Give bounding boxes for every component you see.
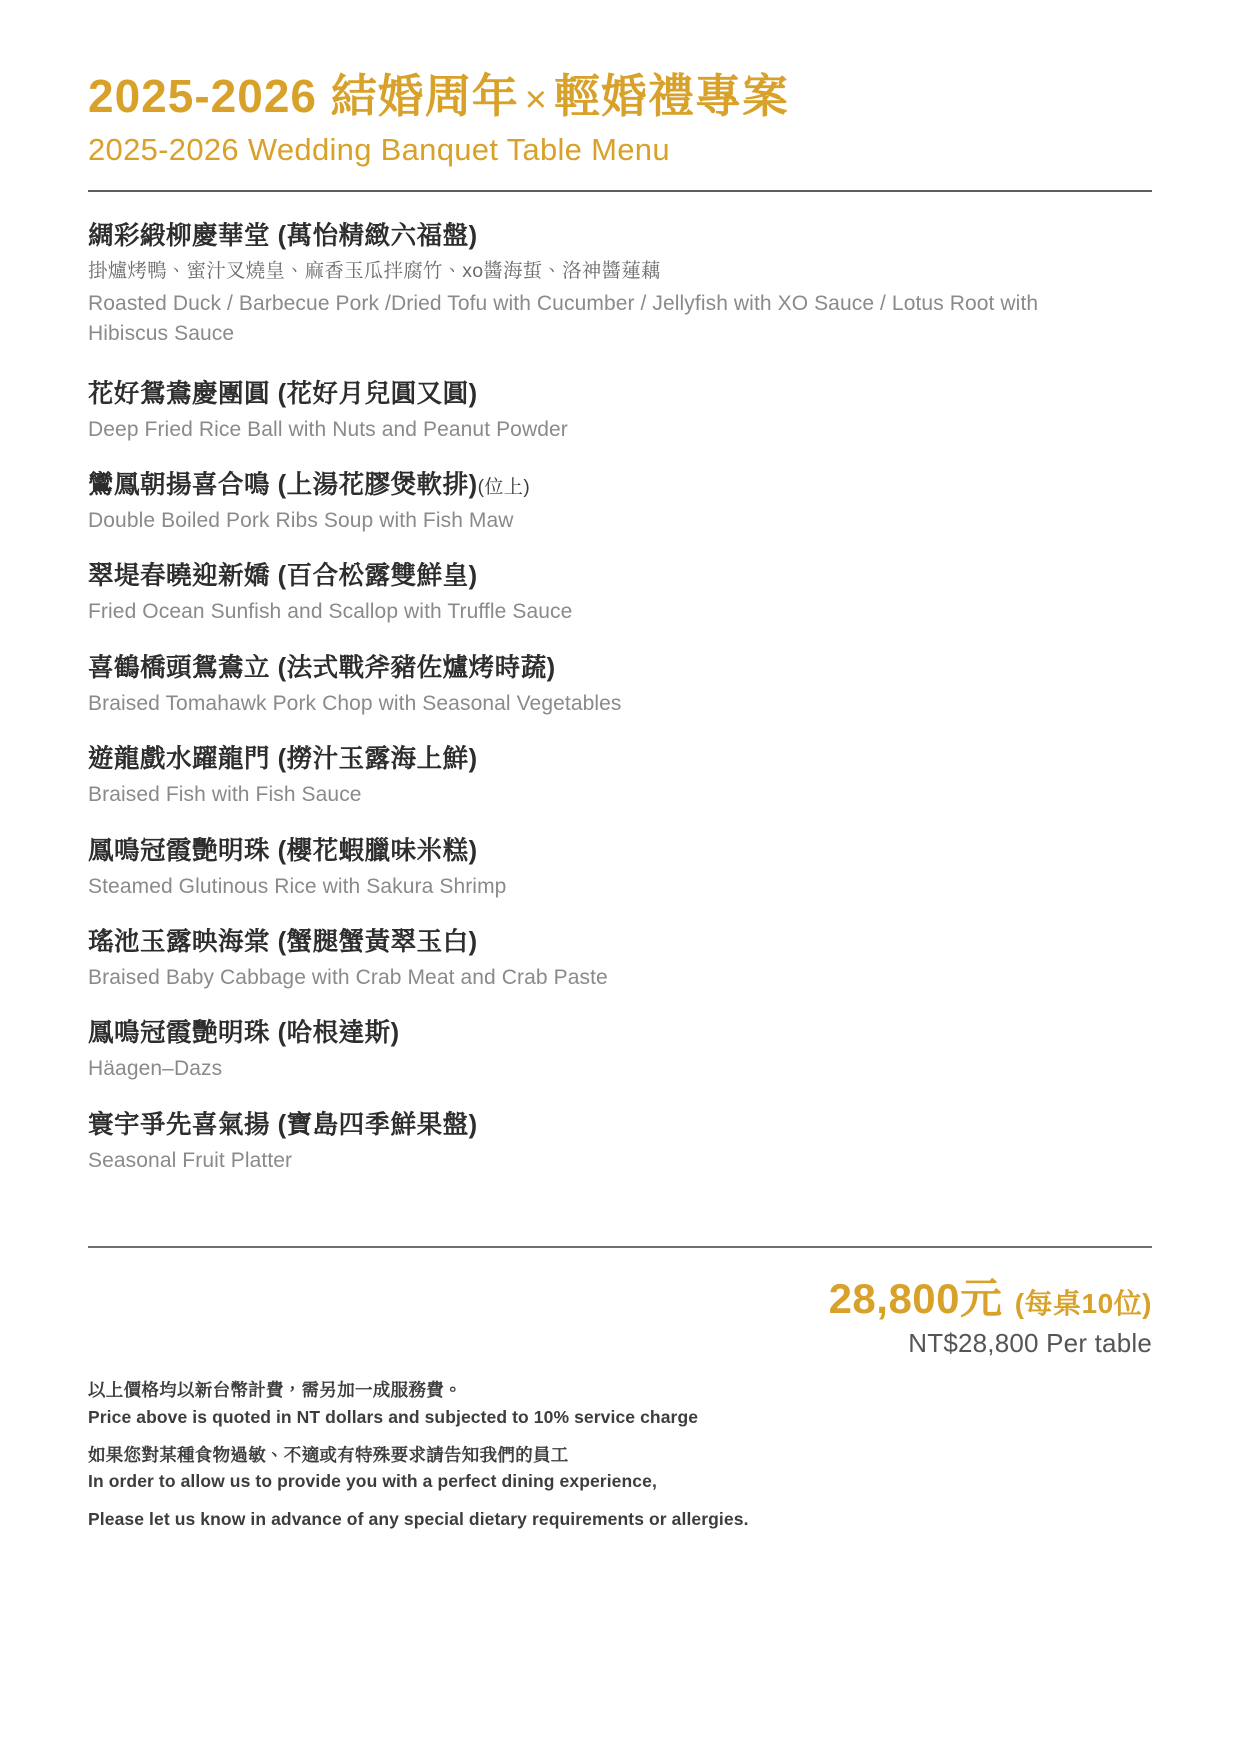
menu-item-name-zh: 鳳鳴冠霞艷明珠 (櫻花蝦臘味米糕) — [88, 836, 478, 865]
menu-item — [88, 376, 1152, 445]
menu-item-name-zh: 瑤池玉露映海棠 (蟹腿蟹黃翠玉白) — [88, 928, 478, 957]
menu-item-serving-note: (位上) — [477, 477, 531, 498]
menu-item-name-zh: 翠堤春曉迎新嬌 (百合松露雙鮮皇) — [88, 562, 478, 591]
price-value: 28,800元 — [828, 1275, 1003, 1323]
title-part1: 結婚周年 — [330, 70, 519, 122]
title-year: 2025-2026 — [88, 70, 317, 122]
menu-item-name-en: Braised Baby Cabbage with Crab Meat and Crab Paste — [88, 966, 608, 989]
menu-item-name-en: Braised Fish with Fish Sauce — [88, 783, 362, 807]
menu-item — [88, 741, 1152, 810]
page-header — [88, 68, 1152, 168]
menu-item-name-zh: 鳳鳴冠霞艷明珠 (哈根達斯) — [88, 1019, 400, 1048]
menu-item-name-zh-main: 鸞鳳朝揚喜合鳴 (上湯花膠煲軟排) — [88, 471, 478, 499]
menu-item-name-zh: 喜鶴橋頭鴛鴦立 (法式戰斧豬佐爐烤時蔬) — [88, 653, 556, 682]
page-title-zh — [88, 68, 1152, 126]
note-allergy-en-2: Please let us know in advance of any special dietary requirements or allergies. — [88, 1509, 749, 1530]
price-amount-en: NT$28,800 Per table — [908, 1328, 1152, 1359]
menu-item-name-zh: 綢彩緞柳慶華堂 (萬怡精緻六福盤) — [88, 221, 478, 250]
menu-item-name-en: Häagen–Dazs — [88, 1057, 223, 1081]
menu-item — [88, 558, 1152, 627]
note-spacer — [88, 1430, 1152, 1442]
note-allergy-zh: 如果您對某種食物過敏、不適或有特殊要求請告知我們的員工 — [88, 1444, 569, 1465]
price-amount — [88, 1276, 1152, 1322]
menu-item — [88, 218, 1152, 350]
menu-item — [88, 1107, 1152, 1176]
menu-item — [88, 650, 1152, 719]
note-spacer — [88, 1494, 1152, 1506]
menu-item — [88, 833, 1152, 902]
price-block — [88, 1276, 1152, 1359]
menu-item-detail-zh: 掛爐烤鴨、蜜汁叉燒皇、麻香玉瓜拌腐竹、xo醬海蜇、洛神醬蓮藕 — [88, 260, 661, 283]
note-allergy-en-1: In order to allow us to provide you with a perfect dining experience, — [88, 1471, 657, 1492]
menu-item-name-zh: 花好鴛鴦慶團圓 (花好月兒圓又圓) — [88, 379, 478, 408]
menu-item — [88, 1015, 1152, 1084]
note-price-en: Price above is quoted in NT dollars and subjected to 10% service charge — [88, 1406, 699, 1427]
menu-item-name-en: Steamed Glutinous Rice with Sakura Shrimp — [88, 874, 507, 898]
menu-item-name-zh: 寰宇爭先喜氣揚 (寶島四季鮮果盤) — [88, 1110, 478, 1139]
menu-item-name-en: Deep Fried Rice Ball with Nuts and Peanut Powder — [88, 417, 568, 441]
header-divider — [88, 190, 1152, 192]
page-title-en: 2025-2026 Wedding Banquet Table Menu — [88, 131, 670, 167]
menu-item-name-zh — [88, 467, 1152, 504]
menu-item-name-en: Double Boiled Pork Ribs Soup with Fish Maw — [88, 508, 514, 532]
note-price-zh: 以上價格均以新台幣計費，需另加一成服務費。 — [88, 1380, 462, 1401]
menu-item — [88, 924, 1152, 993]
menu-item-name-zh: 遊龍戲水躍龍門 (撈汁玉露海上鮮) — [88, 745, 478, 774]
footer-divider — [88, 1246, 1152, 1248]
menu-list — [88, 218, 1152, 1177]
menu-item-name-en: Roasted Duck / Barbecue Pork /Dried Tofu with Cucumber / Jellyfish with XO Sauce / Lotus Root with Hibiscus Sauce — [88, 291, 1039, 346]
menu-item-name-en: Braised Tomahawk Pork Chop with Seasonal Vegetables — [88, 691, 622, 715]
title-part2: 輕婚禮專案 — [553, 70, 789, 122]
price-per-table-zh: (每桌10位) — [1014, 1288, 1152, 1320]
footer-notes — [88, 1377, 1152, 1532]
menu-item-name-en: Fried Ocean Sunfish and Scallop with Truffle Sauce — [88, 600, 573, 624]
menu-item-name-en: Seasonal Fruit Platter — [88, 1148, 293, 1172]
menu-item — [88, 467, 1152, 536]
title-separator: × — [524, 79, 548, 121]
